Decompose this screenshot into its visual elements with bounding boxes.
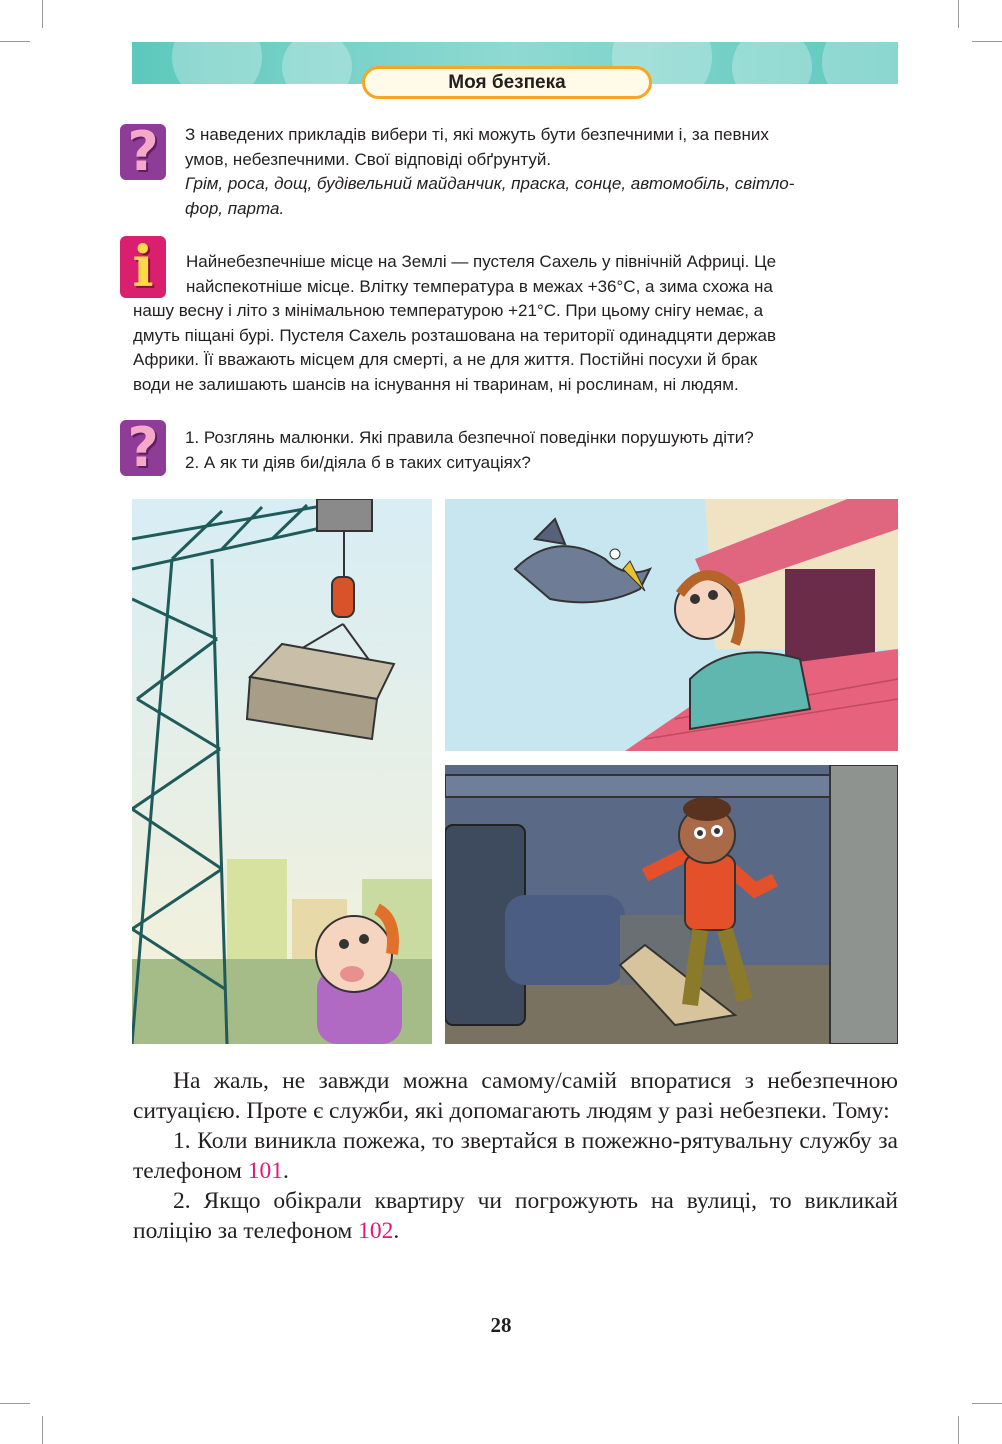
task1-line: фор, парта. (185, 198, 285, 218)
body-paragraph: На жаль, не завжди можна самому/самій впоратися з небезпечною ситуацією. Проте є служби, які допомагають людям у разі небезпеки. Тому: (133, 1068, 898, 1124)
info-line: води не залишають шансів на існування ні тваринам, ні рослинам, ні людям. (133, 374, 739, 394)
info-line: дмуть піщані бурі. Пустеля Сахель розташована на території одинадцяти держав (133, 325, 777, 345)
info-line: Найнебезпечніше місце на Землі — пустеля Сахель у північній Африці. Це (186, 252, 777, 271)
emergency-item (133, 1126, 898, 1186)
police-phone-number: 102 (358, 1218, 394, 1244)
body-text (133, 1066, 898, 1246)
crop-mark (0, 41, 30, 42)
emergency-item (133, 1186, 898, 1246)
info-icon: i (120, 236, 166, 298)
emergency-item-text: 2. Якщо обікрали квартиру чи погрожують на вулиці, то викликай поліцію за телефоном (133, 1188, 898, 1244)
info-line: нашу весну і літо з мінімальною температурою +21°С. При цьому снігу немає, а (133, 301, 764, 320)
question-icon: ? (120, 124, 166, 180)
crop-mark (972, 1403, 1002, 1404)
task1-line: умов, небезпечними. Свої відповіді обґрунтуй. (185, 149, 552, 169)
section-title: Моя безпека (362, 66, 652, 99)
emergency-item-text: 1. Коли виникла пожежа, то звертайся в пожежно-рятувальну службу за телефоном (133, 1128, 898, 1184)
window-bird-illustration (445, 499, 898, 751)
task2-question: 1. Розглянь малюнки. Які правила безпечної поведінки порушують діти? (185, 428, 754, 447)
info-text (186, 250, 898, 299)
question-icon: ? (120, 420, 166, 476)
info-text (133, 299, 898, 397)
crop-mark (42, 0, 43, 28)
crop-mark (42, 1416, 43, 1444)
page-number: 28 (490, 1313, 512, 1337)
crop-mark (958, 1416, 959, 1444)
crop-mark (0, 1403, 30, 1404)
basement-illustration (445, 765, 898, 1044)
crop-mark (958, 0, 959, 28)
task1-line: З наведених прикладів вибери ті, які можуть бути безпечними і, за певних (185, 125, 769, 144)
task2-question: 2. А як ти діяв би/діяла б в таких ситуаціях? (185, 452, 531, 472)
info-line: найспекотніше місце. Влітку температура в межах +36°С, а зима схожа на (186, 276, 773, 296)
emergency-item-end: . (393, 1218, 400, 1244)
info-line: Африки. Її вважають місцем для смерті, а не для життя. Постійні посухи й брак (133, 350, 758, 369)
fire-phone-number: 101 (247, 1158, 283, 1184)
task1-text (185, 123, 898, 221)
task2-text (185, 426, 898, 475)
task1-line: Грім, роса, дощ, будівельний майданчик, праска, сонце, автомобіль, світло- (185, 174, 795, 193)
crane-illustration (132, 499, 432, 1044)
emergency-item-end: . (283, 1158, 289, 1184)
crop-mark (972, 41, 1002, 42)
